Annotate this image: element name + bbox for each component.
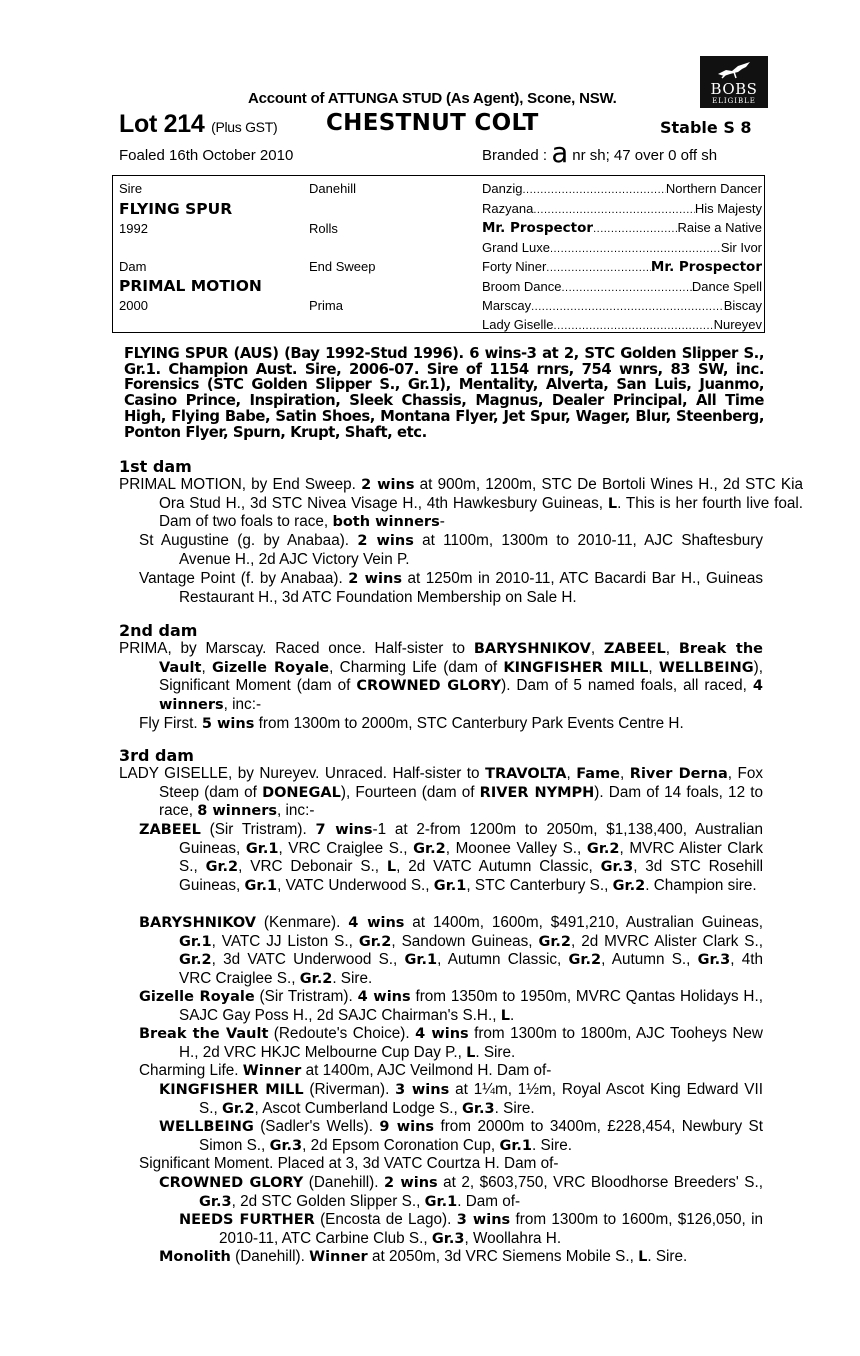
foal-entry xyxy=(139,1025,763,1062)
bold-text: 3 wins xyxy=(456,1212,511,1228)
text-run: from 1300m to 1600m, $126,050, in 2010-11, ATC Carbine Club S., xyxy=(219,1211,763,1247)
bold-text: River Derna xyxy=(629,766,728,782)
brand-marks: nr sh; 47 over 0 off sh xyxy=(572,147,718,164)
text-run: at 2, $603,750, VRC Bloodhorse Breeders' S., xyxy=(437,1174,763,1191)
dam-name: PRIMAL MOTION xyxy=(119,277,262,295)
text-run: ), Significant Moment (dam of xyxy=(159,658,764,695)
bold-text: Gr.1 xyxy=(499,1137,533,1154)
bold-text: 2 wins xyxy=(357,533,414,549)
text-run: , Autumn S., xyxy=(601,951,698,969)
text-run: - xyxy=(439,513,445,531)
text-run: from 1300m to 1800m, AJC Tooheys New H., 2d VRC HKJC Melbourne Cup Day P., xyxy=(179,1025,763,1061)
third-dam-heading: 3rd dam xyxy=(119,746,194,765)
bold-text: Gr.1 xyxy=(245,840,279,857)
text-run: , VRC Debonair S., xyxy=(238,858,387,876)
text-run: , VATC Underwood S., xyxy=(277,876,434,894)
bold-text: 2 wins xyxy=(383,1175,438,1191)
bold-text: Gr.3 xyxy=(431,1230,465,1247)
text-run: PRIMAL MOTION, by End Sweep. xyxy=(119,476,362,493)
third-dam-paragraph xyxy=(119,765,763,821)
foal-entry xyxy=(139,1155,763,1174)
ancestor-row xyxy=(482,201,762,216)
bold-text: Gr.1 xyxy=(424,1193,458,1210)
bold-text: 8 winners xyxy=(197,803,278,820)
text-run: from 1300m to 2000m, STC Canterbury Park Events Centre H. xyxy=(254,715,684,732)
bold-text: 5 wins xyxy=(201,716,255,732)
bold-text: Gizelle Royale xyxy=(139,989,255,1005)
text-run: (Sir Tristram). xyxy=(200,821,316,838)
text-run: , xyxy=(566,765,577,782)
bold-text: 7 wins xyxy=(315,822,373,838)
bold-text: ZABEEL xyxy=(603,641,666,657)
logo-text-bobs: BOBS xyxy=(710,80,758,98)
foal-entry xyxy=(139,988,763,1025)
text-run: , inc:- xyxy=(277,802,315,820)
text-run: -1 at 2-from 1200m to 2050m, $1,138,400, Australian Guineas, xyxy=(179,821,763,857)
bold-text: 4 wins xyxy=(348,915,405,931)
bold-text: Gr.3 xyxy=(697,952,731,969)
text-run: Charming Life. xyxy=(139,1062,243,1079)
bold-text: both winners xyxy=(332,514,440,531)
text-run: . xyxy=(509,1006,515,1024)
text-run: , STC Canterbury S., xyxy=(466,876,613,894)
foal-entry xyxy=(179,1211,763,1248)
bold-text: L xyxy=(466,1044,476,1061)
text-run: , 3d STC Rosehill Guineas, xyxy=(179,858,764,894)
text-run: ), Fourteen (dam of xyxy=(340,783,480,801)
ancestor-row xyxy=(482,181,762,196)
bold-text: 9 wins xyxy=(379,1119,435,1135)
bold-text: 4 wins xyxy=(357,989,411,1005)
ancestor-sire: Raise a Native xyxy=(677,220,762,235)
text-run: , MVRC Alister Clark S., xyxy=(179,839,763,876)
bold-text: L xyxy=(638,1249,648,1265)
foal-entry xyxy=(139,570,763,607)
gst-note: (Plus GST) xyxy=(211,119,278,135)
bold-text: KINGFISHER MILL xyxy=(159,1082,304,1098)
text-run: ). Dam of 14 foals, 12 to race, xyxy=(159,783,763,820)
ancestor-row xyxy=(482,317,762,332)
text-run: , 2d VATC Autumn Classic, xyxy=(396,858,601,876)
bold-text: Gr.3 xyxy=(600,859,634,876)
bold-text: Break the Vault xyxy=(139,1026,269,1042)
bold-text: L xyxy=(500,1007,510,1024)
bold-text: TRAVOLTA xyxy=(485,766,567,782)
text-run: from 1350m to 1950m, MVRC Qantas Holidays H., SAJC Gay Poss H., 2d SAJC Chairman's S.H., xyxy=(179,988,763,1024)
foal-entry xyxy=(139,715,763,734)
text-run: (Encosta de Lago). xyxy=(314,1211,457,1228)
text-run: LADY GISELLE, by Nureyev. Unraced. Half-sister to xyxy=(119,765,486,782)
text-run: at 900m, 1200m, STC De Bortoli Wines H., 2d STC Kia Ora Stud H., 3d STC Nivea Visage H., 4th Hawkesbury Guineas, xyxy=(159,476,803,512)
bold-text: Gr.2 xyxy=(568,952,602,969)
text-run: , xyxy=(665,640,679,657)
bobs-eligible-logo xyxy=(700,56,768,108)
vendor-line: Account of ATTUNGA STUD (As Agent), Scone, NSW. xyxy=(248,90,617,107)
dam-sire: End Sweep xyxy=(309,259,376,274)
sire-description: FLYING SPUR (AUS) (Bay 1992-Stud 1996). 6 wins-3 at 2, STC Golden Slipper S., Gr.1. Champion Aust. Sire, 2006-07. Sire of 1154 rnrs, 754 wnrs, 83 SW, inc. Forensics (STC Golden Slipper S., Gr.1), Mentality, Alverta, San Luis, Juanmo, Casino Prince, Inspiration, Sleek Chassis, Magnus, Dealer Principal, All Time High, Flying Babe, Satin Shoes, Montana Flyer, Jet Spur, Wager, Blur, Steenberg, Ponton Flyer, Spurn, Krupt, Shaft, etc. xyxy=(124,345,764,441)
sire-dam: Rolls xyxy=(309,221,338,236)
ancestor-row xyxy=(482,298,762,313)
pedigree-table xyxy=(112,175,765,333)
text-run: (Riverman). xyxy=(303,1081,396,1098)
bold-text: Gr.2 xyxy=(221,1100,255,1117)
bold-text: Gr.1 xyxy=(179,933,212,950)
dam-year: 2000 xyxy=(119,298,148,313)
brand-glyph: a xyxy=(551,136,569,169)
bold-text: CROWNED GLORY xyxy=(356,678,502,695)
ancestor-sire: Northern Dancer xyxy=(665,181,762,196)
ancestor-name: Razyana xyxy=(482,201,534,216)
ancestor-name: Marscay xyxy=(482,298,532,313)
text-run: (Sir Tristram). xyxy=(254,988,358,1005)
lot-title: CHESTNUT COLT xyxy=(326,110,539,136)
text-run: PRIMA, by Marscay. Raced once. Half-sister to xyxy=(119,640,474,657)
text-run: (Redoute's Choice). xyxy=(268,1025,416,1042)
text-run: , xyxy=(590,640,604,657)
bold-text: RIVER NYMPH xyxy=(479,784,595,801)
ancestor-sire: His Majesty xyxy=(694,201,762,216)
sire-sire: Danehill xyxy=(309,181,356,196)
foal-entry xyxy=(159,1248,763,1267)
text-run: (Kenmare). xyxy=(256,914,349,931)
lot-number xyxy=(119,110,277,139)
text-run: . Champion sire. xyxy=(645,876,757,894)
bold-text: Gr.2 xyxy=(205,859,239,876)
text-run: from 2000m to 3400m, £228,454, Newbury St Simon S., xyxy=(199,1118,763,1154)
text-run: ). Dam of 5 named foals, all raced, xyxy=(501,677,753,695)
ancestor-name: Lady Giselle xyxy=(482,317,554,332)
bold-text: Gr.2 xyxy=(538,933,572,950)
foaled-date: Foaled 16th October 2010 xyxy=(119,147,294,164)
text-run: (Sadler's Wells). xyxy=(253,1118,380,1135)
ancestor-sire: Biscay xyxy=(723,298,762,313)
text-run: , Ascot Cumberland Lodge S., xyxy=(254,1099,463,1117)
bold-text: BARYSHNIKOV xyxy=(473,641,591,657)
text-run: , VATC JJ Liston S., xyxy=(211,932,359,950)
bold-text: L xyxy=(386,859,397,876)
second-dam-paragraph xyxy=(119,640,763,714)
bold-text: BARYSHNIKOV xyxy=(139,915,256,931)
dam-dam: Prima xyxy=(309,298,343,313)
ancestor-row xyxy=(482,259,762,275)
text-run: (Danehill). xyxy=(303,1174,384,1191)
text-run: , VRC Craiglee S., xyxy=(278,839,414,857)
bold-text: Gr.1 xyxy=(404,952,438,969)
text-run: , Sandown Guineas, xyxy=(391,932,539,950)
bold-text: 3 wins xyxy=(395,1082,450,1098)
text-run: , 2d STC Golden Slipper S., xyxy=(231,1192,425,1210)
foal-entry xyxy=(139,532,763,569)
ancestor-sire: Dance Spell xyxy=(691,279,762,294)
bold-text: Gr.2 xyxy=(299,970,333,987)
text-run: , 4th VRC Craiglee S., xyxy=(179,951,764,987)
text-run: , Moonee Valley S., xyxy=(445,839,587,857)
text-run: St Augustine (g. by Anabaa). xyxy=(139,532,358,549)
bold-text: 2 wins xyxy=(348,571,402,587)
ancestor-row xyxy=(482,240,762,255)
bold-text: 4 wins xyxy=(415,1026,469,1042)
bold-text: Gizelle Royale xyxy=(211,659,330,676)
bold-text: ZABEEL xyxy=(139,822,201,838)
foal-entry xyxy=(139,821,763,895)
text-run: , xyxy=(201,658,212,676)
first-dam-heading: 1st dam xyxy=(119,457,192,476)
bold-text: Gr.2 xyxy=(179,952,212,969)
bold-text: L xyxy=(607,495,618,512)
text-run: at 1¼m, 1½m, Royal Ascot King Edward VII S., xyxy=(199,1081,764,1117)
bold-text: Gr.1 xyxy=(244,877,278,894)
branded-label: Branded : xyxy=(482,147,548,164)
logo-text-eligible: ELIGIBLE xyxy=(712,97,756,105)
ancestor-name: Broom Dance xyxy=(482,279,562,294)
bold-text: Gr.3 xyxy=(269,1137,303,1154)
foal-entry xyxy=(159,1174,763,1211)
bold-text: Gr.2 xyxy=(413,840,446,857)
text-run: Fly First. xyxy=(139,715,202,732)
ancestor-sire: Nureyev xyxy=(713,317,762,332)
text-run: , 2d Epsom Coronation Cup, xyxy=(302,1136,500,1154)
text-run: , Woollahra H. xyxy=(464,1229,562,1247)
bold-text: DONEGAL xyxy=(262,784,341,801)
bold-text: Gr.2 xyxy=(586,840,620,857)
text-run: (Danehill). xyxy=(230,1248,310,1265)
foal-entry xyxy=(159,1081,763,1118)
text-run: , Charming Life (dam of xyxy=(329,658,504,676)
bold-text: 4 winners xyxy=(159,678,763,713)
dam-label: Dam xyxy=(119,259,147,274)
text-run: . Sire. xyxy=(332,969,373,987)
ancestor-name: Grand Luxe xyxy=(482,240,550,255)
bold-text: Monolith xyxy=(159,1249,231,1265)
text-run: Vantage Point (f. by Anabaa). xyxy=(139,570,349,587)
bold-text: Winner xyxy=(242,1063,302,1079)
text-run: , xyxy=(648,658,659,676)
text-run: , 2d MVRC Alister Clark S., xyxy=(571,932,763,950)
bold-text: WELLBEING xyxy=(159,1119,254,1135)
lot-label: Lot 214 xyxy=(119,110,205,138)
text-run: . Dam of- xyxy=(457,1192,521,1210)
text-run: . Sire. xyxy=(494,1099,535,1117)
ancestor-row xyxy=(482,220,762,236)
first-dam-paragraph xyxy=(119,476,803,532)
text-run: at 1100m, 1300m to 2010-11, AJC Shaftesbury Avenue H., 2d AJC Victory Vein P. xyxy=(179,532,763,568)
text-run: at 2050m, 3d VRC Siemens Mobile S., xyxy=(367,1248,639,1265)
horse-icon xyxy=(716,60,752,80)
foal-entry xyxy=(139,1062,763,1081)
ancestor-name: Danzig xyxy=(482,181,523,196)
ancestor-name: Forty Niner xyxy=(482,259,547,274)
bold-text: 2 wins xyxy=(361,477,415,493)
sire-year: 1992 xyxy=(119,221,148,236)
sire-label: Sire xyxy=(119,181,143,196)
bold-text: Gr.3 xyxy=(462,1100,495,1117)
bold-text: Gr.1 xyxy=(433,877,467,894)
text-run: at 1400m, AJC Veilmond H. Dam of- xyxy=(301,1062,552,1079)
ancestor-sire: Mr. Prospector xyxy=(650,259,762,275)
bold-text: Gr.3 xyxy=(199,1193,232,1210)
text-run: . This is her fourth live foal. Dam of two foals to race, xyxy=(159,494,803,531)
text-run: , 3d VATC Underwood S., xyxy=(211,951,405,969)
bold-text: WELLBEING xyxy=(658,659,754,676)
text-run: at 1250m in 2010-11, ATC Bacardi Bar H., Guineas Restaurant H., 3d ATC Foundation Membership on Sale H. xyxy=(179,570,763,606)
bold-text: CROWNED GLORY xyxy=(159,1175,304,1191)
sire-name: FLYING SPUR xyxy=(119,200,233,218)
text-run: at 1400m, 1600m, $491,210, Australian Guineas, xyxy=(404,914,763,931)
text-run: , inc:- xyxy=(223,695,262,713)
bold-text: Gr.2 xyxy=(358,933,392,950)
ancestor-sire: Sir Ivor xyxy=(720,240,762,255)
ancestor-name: Mr. Prospector xyxy=(482,220,594,236)
bold-text: Fame xyxy=(576,766,621,782)
foal-entry xyxy=(159,1118,763,1155)
text-run: . Sire. xyxy=(532,1136,572,1154)
foal-entry xyxy=(139,914,763,988)
bold-text: Break the Vault xyxy=(159,641,763,676)
bold-text: NEEDS FURTHER xyxy=(179,1212,315,1228)
ancestor-row xyxy=(482,279,762,294)
second-dam-heading: 2nd dam xyxy=(119,621,198,640)
bold-text: Gr.2 xyxy=(612,877,646,894)
brand-info xyxy=(482,136,718,169)
bold-text: Winner xyxy=(309,1249,368,1265)
text-run: Significant Moment. Placed at 3, 3d VATC Courtza H. Dam of- xyxy=(139,1155,559,1172)
text-run: . Sire. xyxy=(475,1043,516,1061)
stable-number: Stable S 8 xyxy=(660,118,752,137)
text-run: , Autumn Classic, xyxy=(437,951,569,969)
text-run: . Sire. xyxy=(647,1248,688,1265)
text-run: , Fox Steep (dam of xyxy=(159,765,764,801)
text-run: , xyxy=(620,765,630,782)
bold-text: KINGFISHER MILL xyxy=(503,659,649,676)
